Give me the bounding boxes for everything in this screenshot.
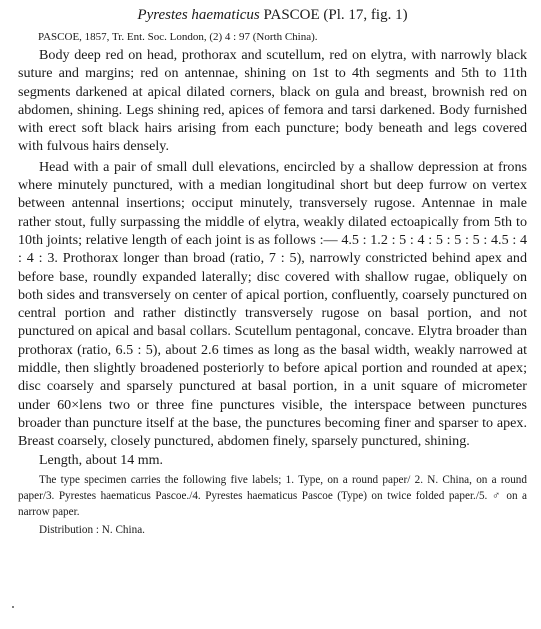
author-and-figure: PASCOE (Pl. 17, fig. 1) [259,7,408,23]
morphology-paragraph: Head with a pair of small dull elevations, encircled by a shallow depression at frons where minutely punctured, with a median longitudinal short but deep furrow on vertex between antennal insertions; occiput minutely, transversely rugose. Antennae in male rather stout, fully surpassing the middle of elytra, weakly dilated ectoapically from 5th to 10th joints; relative length of each joint is as follows :— 4.5 : 1.2 : 5 : 4 : 5 : 5 : 5 : 4.5 : 4 : 4 : 3. Prothorax longer than broad (ratio, 7 : 5), narrowly constricted behind apex and before base, roundly expanded laterally; disc covered with shallow rugae, obliquely on both sides and transversely on center of apical portion, confluently, coarsely punctured on central portion and rather distinctly transversely rugose on basal portion, and not punctured on apical and basal collars. Scutellum pentagonal, concave. Elytra broader than prothorax (ratio, 6.5 : 5), about 2.6 times as long as the basal width, weakly narrowed at middle, then slightly broadened posteriorly to before apical portion and rounded at apex; disc coarsely and sparsely punctured at basal portion, in a unit square of micrometer under 60×lens two or three fine punctures visible, the interspace between punctures broader than puncture itself at the base, the punctures becoming finer and sparser to apex. Breast coarsely, closely punctured, abdomen finely, sparsely punctured, shining. [18,158,527,450]
species-name: Pyrestes haematicus [137,7,260,23]
type-labels-note: The type specimen carries the following five labels; 1. Type, on a round paper/ 2. N. China, on a round paper/3. Pyrestes haematicus Pascoe./4. Pyrestes haematicus Pascoe (Type) on twice folded paper./5. ♂ on a narrow paper. [18,473,527,518]
distribution: Distribution : N. China. [39,523,145,536]
original-reference: PASCOE, 1857, Tr. Ent. Soc. London, (2) 4 : 97 (North China). [38,31,318,43]
species-title [18,6,527,24]
coloration-paragraph: Body deep red on head, prothorax and scutellum, red on elytra, with narrowly black suture and margins; red on antennae, shining on 1st to 4th segments and 5th to 11th segments darkened at apical dilated corners, black on gula and breast, brownish red on abdomen, shining. Legs shining red, apices of femora and tarsi darkened. Body furnished with erect soft black hairs arising from each puncture; body beneath and legs covered with fulvous hairs densely. [18,47,527,155]
page-speck [12,606,14,608]
body-length: Length, about 14 mm. [39,452,164,468]
